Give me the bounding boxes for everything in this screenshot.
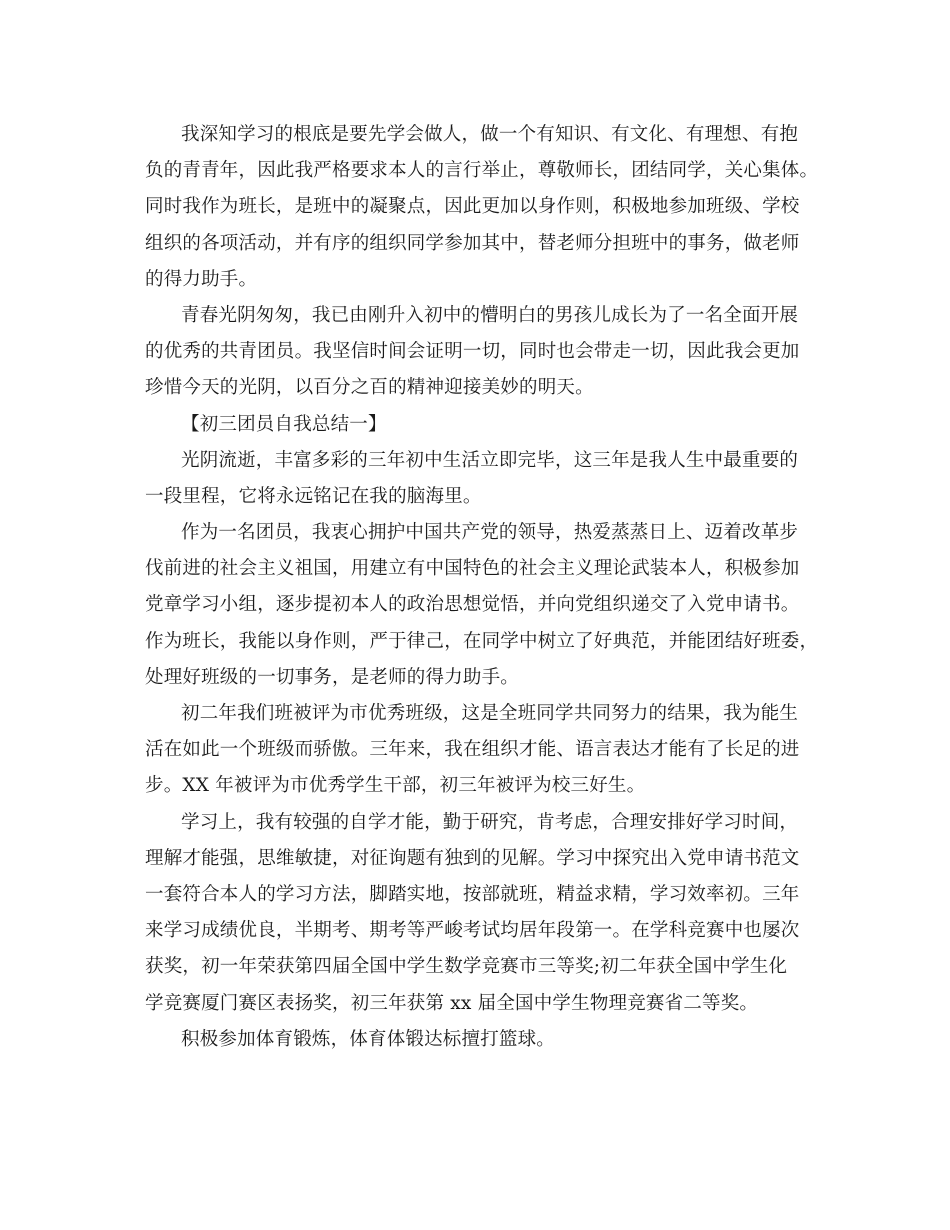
text-line: 同时我作为班长，是班中的凝聚点，因此更加以身作则，积极地参加班级、学校 <box>145 196 800 218</box>
text-line: 理解才能强，思维敏捷，对征询题有独到的见解。学习中探究出入党申请书范文 <box>145 847 800 869</box>
text-line: 作为班长，我能以身作则，严于律己，在同学中树立了好典范，并能团结好班委， <box>145 630 819 652</box>
text-line: 来学习成绩优良，半期考、期考等严峻考试均居年段第一。在学科竞赛中也屡次 <box>145 920 800 942</box>
text-line: 学竞赛厦门赛区表扬奖，初三年获第 xx 届全国中学生物理竞赛省二等奖。 <box>145 992 759 1014</box>
document-body <box>145 117 819 1058</box>
text-line: 珍惜今天的光阴，以百分之百的精神迎接美妙的明天。 <box>145 377 594 399</box>
text-line: 的得力助手。 <box>145 268 258 290</box>
text-line: 作为一名团员，我衷心拥护中国共产党的领导，热爱蒸蒸日上、迈着改革步 <box>181 522 799 544</box>
text-line: 青春光阴匆匆，我已由刚升入初中的懵明白的男孩儿成长为了一名全面开展 <box>181 304 799 326</box>
text-line: 的优秀的共青团员。我坚信时间会证明一切，同时也会带走一切，因此我会更加 <box>145 341 800 363</box>
text-line: 【初三团员自我总结一】 <box>181 413 387 435</box>
text-line: 处理好班级的一切事务，是老师的得力助手。 <box>145 666 520 688</box>
text-line: 组织的各项活动，并有序的组织同学参加其中，替老师分担班中的事务，做老师 <box>145 232 800 254</box>
text-line: 步。XX 年被评为市优秀学生干部，初三年被评为校三好生。 <box>145 775 646 797</box>
text-line: 学习上，我有较强的自学才能，勤于研究，肯考虑，合理安排好学习时间， <box>181 811 799 833</box>
text-line: 初二年我们班被评为市优秀班级，这是全班同学共同努力的结果，我为能生 <box>181 703 799 724</box>
text-line: 活在如此一个班级而骄傲。三年来，我在组织才能、语言表达才能有了长足的进 <box>145 739 800 761</box>
text-line: 伐前进的社会主义祖国，用建立有中国特色的社会主义理论武装本人，积极参加 <box>145 558 800 580</box>
text-line: 我深知学习的根底是要先学会做人，做一个有知识、有文化、有理想、有抱 <box>181 124 799 145</box>
text-line: 光阴流逝，丰富多彩的三年初中生活立即完毕，这三年是我人生中最重要的 <box>181 449 799 471</box>
text-line: 一段里程，它将永远铭记在我的脑海里。 <box>145 485 482 507</box>
text-line: 负的青青年，因此我严格要求本人的言行举止，尊敬师长，团结同学，关心集体。 <box>145 160 819 182</box>
text-line: 党章学习小组，逐步提初本人的政治思想觉悟，并向党组织递交了入党申请书。 <box>145 594 800 616</box>
text-line: 一套符合本人的学习方法，脚踏实地，按部就班，精益求精，学习效率初。三年 <box>145 883 800 905</box>
text-line: 获奖，初一年荣获第四届全国中学生数学竞赛市三等奖;初二年获全国中学生化 <box>145 956 788 978</box>
text-line: 积极参加体育锻炼，体育体锻达标擅打篮球。 <box>181 1028 556 1050</box>
